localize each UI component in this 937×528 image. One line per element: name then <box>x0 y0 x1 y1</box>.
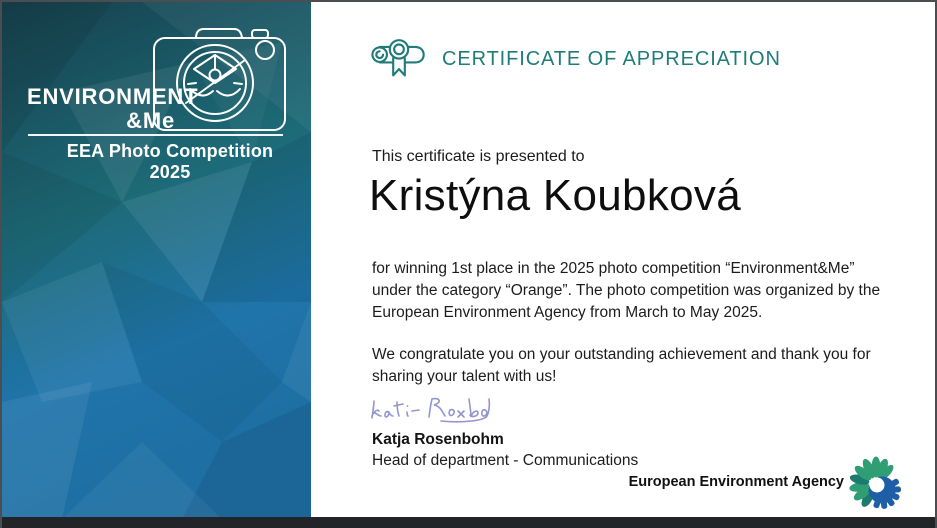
recipient-name: Kristýna Koubková <box>369 171 741 220</box>
brand-and-me: &Me <box>126 108 175 133</box>
agency-name: European Environment Agency <box>628 474 844 490</box>
eea-flower-gear-logo <box>846 454 912 518</box>
certificate-title: CERTIFICATE OF APPRECIATION <box>442 48 781 70</box>
presented-to-line: This certificate is presented to <box>372 148 585 165</box>
bottom-dark-bar <box>2 517 937 528</box>
brand-environment: ENVIRONMENT <box>27 84 199 109</box>
body-p1-line1: for winning 1st place in the 2025 photo competition “Environment&Me” <box>372 260 855 277</box>
body-paragraph-2 <box>372 344 871 388</box>
brand-divider-line <box>28 134 283 136</box>
signer-role: Head of department - Communications <box>372 452 639 469</box>
diploma-ribbon-icon <box>370 34 428 84</box>
gear-half <box>869 477 902 510</box>
handwritten-signature <box>366 392 494 430</box>
signer-name: Katja Rosenbohm <box>372 431 504 448</box>
competition-title: EEA Photo Competition 2025 <box>66 141 274 182</box>
left-brand-panel <box>2 2 311 519</box>
body-paragraph-1 <box>372 258 880 324</box>
body-p1-line2: under the category “Orange”. The photo competition was organized by the <box>372 282 881 299</box>
body-p2-line2: sharing your talent with us! <box>372 368 557 385</box>
body-p2-line1: We congratulate you on your outstanding achievement and thank you for <box>372 346 871 363</box>
body-p1-line3: European Environment Agency from March to May 2025. <box>372 304 763 321</box>
